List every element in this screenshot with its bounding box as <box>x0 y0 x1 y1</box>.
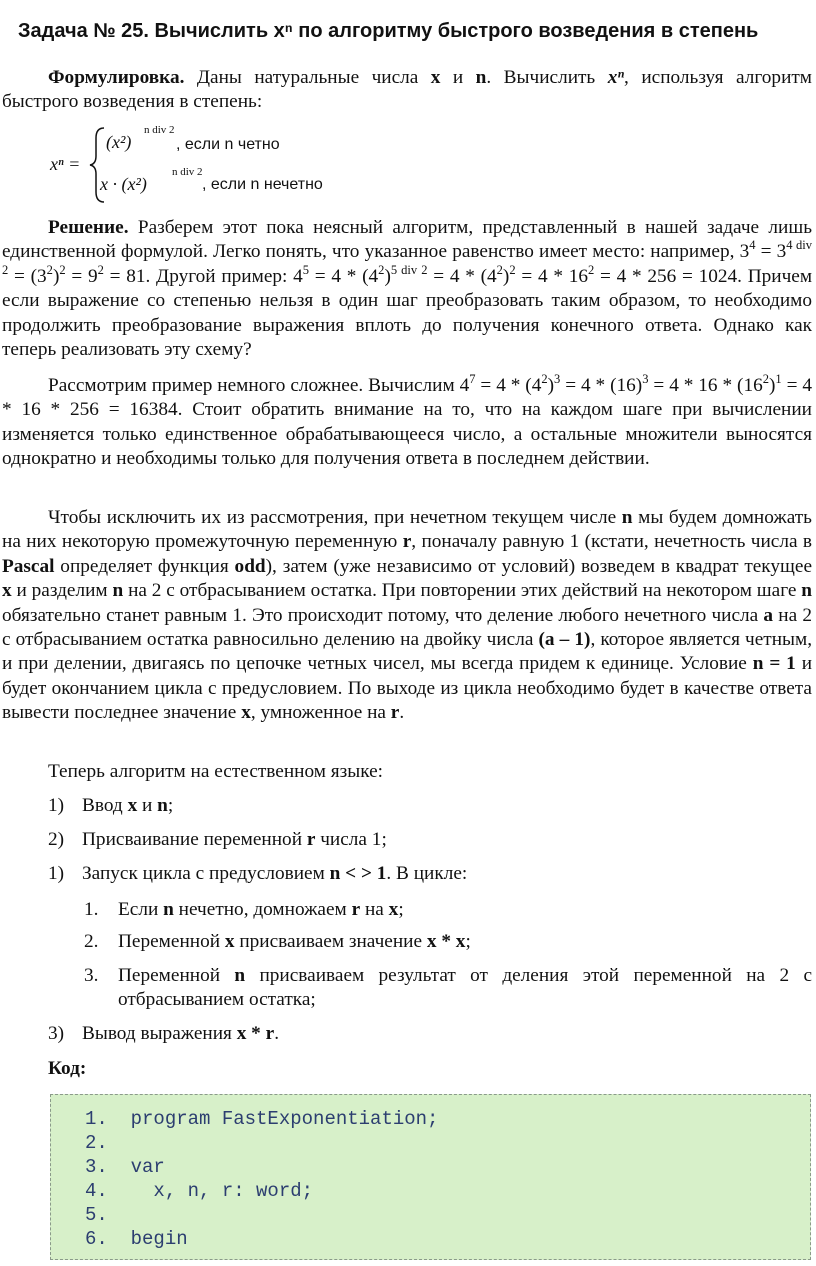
exp: 2 <box>59 262 66 277</box>
natural-language-heading: Теперь алгоритм на естественном языке: <box>48 761 384 782</box>
example-paragraph <box>2 371 813 472</box>
exp: 2 <box>509 262 516 277</box>
text: = 4 * (4 <box>475 375 542 396</box>
solution-label: Решение. <box>48 217 129 238</box>
var: n <box>621 507 633 528</box>
expr: x * x <box>426 931 466 952</box>
exp: 2 <box>762 371 769 386</box>
text: и разделим <box>11 580 113 602</box>
step-number: 2) <box>48 829 65 850</box>
code-line: 6. begin <box>85 1228 188 1250</box>
expr-xn: xⁿ <box>607 67 625 88</box>
case1-expr: (x²) <box>106 132 132 152</box>
expr: x * r <box>236 1023 275 1044</box>
exp: 2 <box>541 371 548 386</box>
text: = 4 * (16) <box>560 375 643 396</box>
exp: 4 div 2 <box>2 238 813 277</box>
expr: n < > 1 <box>329 863 387 884</box>
code-line: 3. var <box>85 1156 165 1178</box>
formulation-paragraph <box>2 66 812 115</box>
var-n: n <box>475 67 487 88</box>
text: , умноженное на <box>250 702 391 724</box>
code-label: Код: <box>48 1058 87 1079</box>
text: Чтобы исключить их из рассмотрения, при нечетном текущем числе <box>48 507 622 528</box>
code-line: 5. <box>85 1204 108 1226</box>
exp: 3 <box>642 371 649 386</box>
exp: 5 div 2 <box>390 262 428 277</box>
text: ) <box>502 265 510 287</box>
exp: 2 <box>496 262 503 277</box>
substep-number: 3. <box>84 965 99 986</box>
var-x: x <box>430 67 441 88</box>
piecewise-formula <box>50 124 380 204</box>
exp: 2 <box>378 262 385 277</box>
text: отбрасыванием остатка; <box>118 989 316 1010</box>
substep-number: 1. <box>84 899 99 920</box>
text: = (3 <box>8 265 47 287</box>
text: на 2 с отбрасыванием остатка равносильно делению на двойку числа <box>2 604 812 651</box>
code-line: 1. program FastExponentiation; <box>85 1108 439 1130</box>
var: n <box>234 965 246 986</box>
text: ), затем (уже независимо от условий) возведем в квадрат текущее <box>265 555 812 577</box>
text: = 4 * 16 * (16 <box>648 375 763 396</box>
text: . <box>274 1023 280 1044</box>
language-name: Pascal <box>2 555 55 577</box>
text: . В цикле: <box>386 863 468 884</box>
var: n <box>157 795 168 816</box>
step-number: 1) <box>48 795 65 816</box>
text: Присваивание переменной <box>82 829 307 850</box>
task-title: Задача № 25. Вычислить xⁿ по алгоритму быстрого возведения в степень <box>18 20 759 42</box>
explanation-paragraph <box>2 506 812 726</box>
text: обязательно станет равным 1. Это происходит потому, что деление любого нечетного числа <box>2 604 764 626</box>
code-block <box>50 1094 811 1260</box>
text: . Вычислить <box>486 67 608 88</box>
text: = 4 * 16 * 256 = 16384. Стоит обратить внимание на то, что на каждом шаге при вычислении изменяется только единственное обрабатывающееся число, а остальные множители выносятся однократно и необходимы только для получения ответа в последнем действии. <box>2 375 813 470</box>
exp: 5 <box>302 262 310 277</box>
var: x <box>127 795 138 816</box>
text: = 4 * 256 = 1024. Причем если выражение со степенью нельзя в один шаг преобразовать таким образом, то необходимо продолжить преобразование выражения вплоть до получения конечного ответа. Однако как теперь реализовать эту схему? <box>2 265 813 361</box>
text: Если <box>118 899 164 920</box>
var: r <box>390 702 400 724</box>
formula-lhs: xⁿ = <box>50 154 81 174</box>
text: и <box>440 67 476 88</box>
text: Вывод выражения <box>82 1023 237 1044</box>
text: присваиваем результат от деления этой переменной на 2 с <box>245 965 813 986</box>
text: = 4 * (4 <box>427 265 497 287</box>
text: , которое является четным, и при делении, двигаясь по цепочке четных чисел, мы всегда придем к единице. Условие <box>2 629 813 675</box>
exp: 2 <box>97 262 104 277</box>
exp: 3 <box>554 371 561 386</box>
case2-condition: , если n нечетно <box>202 176 323 193</box>
text: ; <box>398 899 404 920</box>
text: = 9 <box>65 265 98 287</box>
exp: 2 <box>46 262 53 277</box>
text: определяет функция <box>54 555 235 577</box>
text: на 2 с отбрасыванием остатка. При повторении этих действий на некотором шаге <box>123 580 802 602</box>
case1-exponent: n div 2 <box>144 124 175 136</box>
text: мы будем домножать на них некоторую промежуточную переменную <box>2 507 812 553</box>
text: Переменной <box>118 965 235 986</box>
text: ; <box>167 795 174 816</box>
text: = 81. Другой пример: 4 <box>103 265 303 287</box>
code-line: 4. x, n, r: word; <box>85 1180 314 1202</box>
text: ) <box>384 265 391 287</box>
expr: n = 1 <box>752 653 796 675</box>
solution-paragraph <box>2 216 812 362</box>
text: ; <box>465 931 471 952</box>
text: Даны натуральные числа <box>184 67 431 88</box>
text: Запуск цикла с предусловием <box>82 863 330 884</box>
text: , поначалу равную 1 (кстати, нечетность числа в <box>411 531 812 553</box>
text: = 4 * 16 <box>515 265 588 287</box>
var: n <box>801 580 813 602</box>
code-line: 2. <box>85 1132 108 1154</box>
step-number: 1) <box>48 863 65 884</box>
exp: 2 <box>587 262 595 277</box>
var: a <box>763 604 774 626</box>
exp: 1 <box>775 371 782 386</box>
var: r <box>402 531 412 553</box>
text: нечетно, домножаем <box>173 899 352 920</box>
text: = 4 * (4 <box>309 265 379 287</box>
text: и <box>137 795 158 816</box>
var: r <box>351 899 361 920</box>
function-name: odd <box>234 555 266 577</box>
var: x <box>2 580 12 602</box>
text: присваиваем значение <box>234 931 427 952</box>
var: r <box>306 829 316 850</box>
case1-condition: , если n четно <box>176 136 280 153</box>
var: x <box>241 702 251 724</box>
exp: 7 <box>469 371 476 386</box>
var: x <box>224 931 235 952</box>
text: Ввод <box>82 795 128 816</box>
exp: 4 <box>749 238 756 253</box>
substep-number: 2. <box>84 931 99 952</box>
expr: (a – 1) <box>538 629 591 651</box>
text: ) <box>769 375 776 396</box>
case2-expr: x · (x²) <box>100 174 147 194</box>
var: x <box>388 899 399 920</box>
formulation-label: Формулировка. <box>48 67 185 88</box>
text: числа 1; <box>315 829 387 850</box>
text: Разберем этот пока неясный алгоритм, представленный в нашей задаче лишь единственной формулой. Легко понять, что указанное равенство имеет место: например, 3 <box>2 217 812 263</box>
text: ) <box>547 375 555 396</box>
case2-exponent: n div 2 <box>172 166 203 178</box>
text: , используя алгоритм быстрого возведения в степень: <box>2 67 813 113</box>
text: Переменной <box>118 931 225 952</box>
text: на <box>360 899 389 920</box>
text: = 3 <box>755 241 787 263</box>
text: . <box>399 702 405 724</box>
var: n <box>163 899 174 920</box>
text: ) <box>52 265 60 287</box>
var: n <box>112 580 124 602</box>
text: и будет окончанием цикла с предусловием. По выходе из цикла необходимо будет в качестве ответа вывести последнее значение <box>2 653 813 724</box>
step-number: 3) <box>48 1023 65 1044</box>
text: Рассмотрим пример немного сложнее. Вычислим 4 <box>48 375 470 396</box>
